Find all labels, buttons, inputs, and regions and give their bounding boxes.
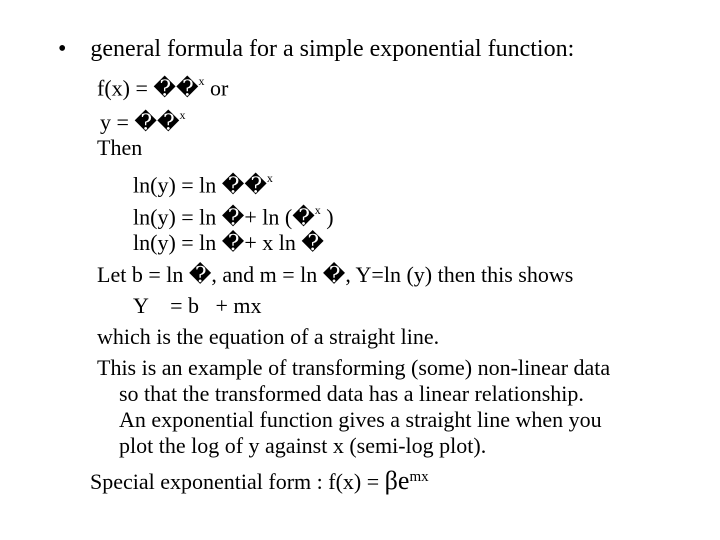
formula-line-2: [100, 104, 186, 135]
formula-prefix: y =: [100, 109, 135, 135]
bullet: •: [58, 36, 67, 62]
formula-glyph: ��: [153, 75, 199, 101]
special-form-line: [90, 468, 429, 498]
special-prefix: Special exponential form : f(x) =: [90, 469, 385, 494]
log-glyph: ��: [221, 172, 267, 198]
log-prefix: ln(y) = ln: [133, 172, 222, 198]
log-glyph-2: �: [292, 204, 315, 230]
then-line: Then: [97, 135, 143, 160]
example-line-1: This is an example of transforming (some) non-linear data: [97, 355, 611, 380]
log-exponent: x: [266, 171, 273, 185]
example-line-3: An exponential function gives a straight line when you: [119, 407, 602, 432]
formula-suffix: or: [204, 75, 229, 101]
example-line-4: plot the log of y against x (semi-log plot).: [119, 433, 487, 458]
log-prefix: ln(y) = ln: [133, 204, 222, 230]
substitution-line: Let b = ln �, and m = ln �, Y=ln (y) then this shows: [97, 262, 574, 287]
heading-text: general formula for a simple exponential function:: [90, 36, 575, 62]
straight-line-text: which is the equation of a straight line.: [97, 324, 440, 349]
beta-symbol: β: [384, 466, 398, 495]
formula-glyph: ��: [134, 109, 180, 135]
e-symbol: e: [397, 466, 410, 495]
log-line-1: [133, 167, 273, 198]
special-exponent: mx: [409, 469, 429, 485]
log-line-3: ln(y) = ln �+ x ln �: [133, 230, 324, 255]
formula-prefix: f(x) =: [97, 75, 154, 101]
log-middle: + ln (: [244, 204, 293, 230]
formula-exponent: x: [198, 74, 205, 88]
log-exponent: x: [314, 203, 321, 217]
linear-form-line: Y = b + mx: [133, 293, 262, 318]
log-suffix: ): [320, 204, 334, 230]
formula-exponent: x: [179, 108, 186, 122]
example-line-2: so that the transformed data has a linear relationship.: [119, 381, 584, 406]
log-glyph: �: [221, 204, 245, 230]
heading-line: [58, 36, 574, 62]
log-line-2: [133, 199, 334, 230]
formula-line-1: [97, 70, 228, 101]
